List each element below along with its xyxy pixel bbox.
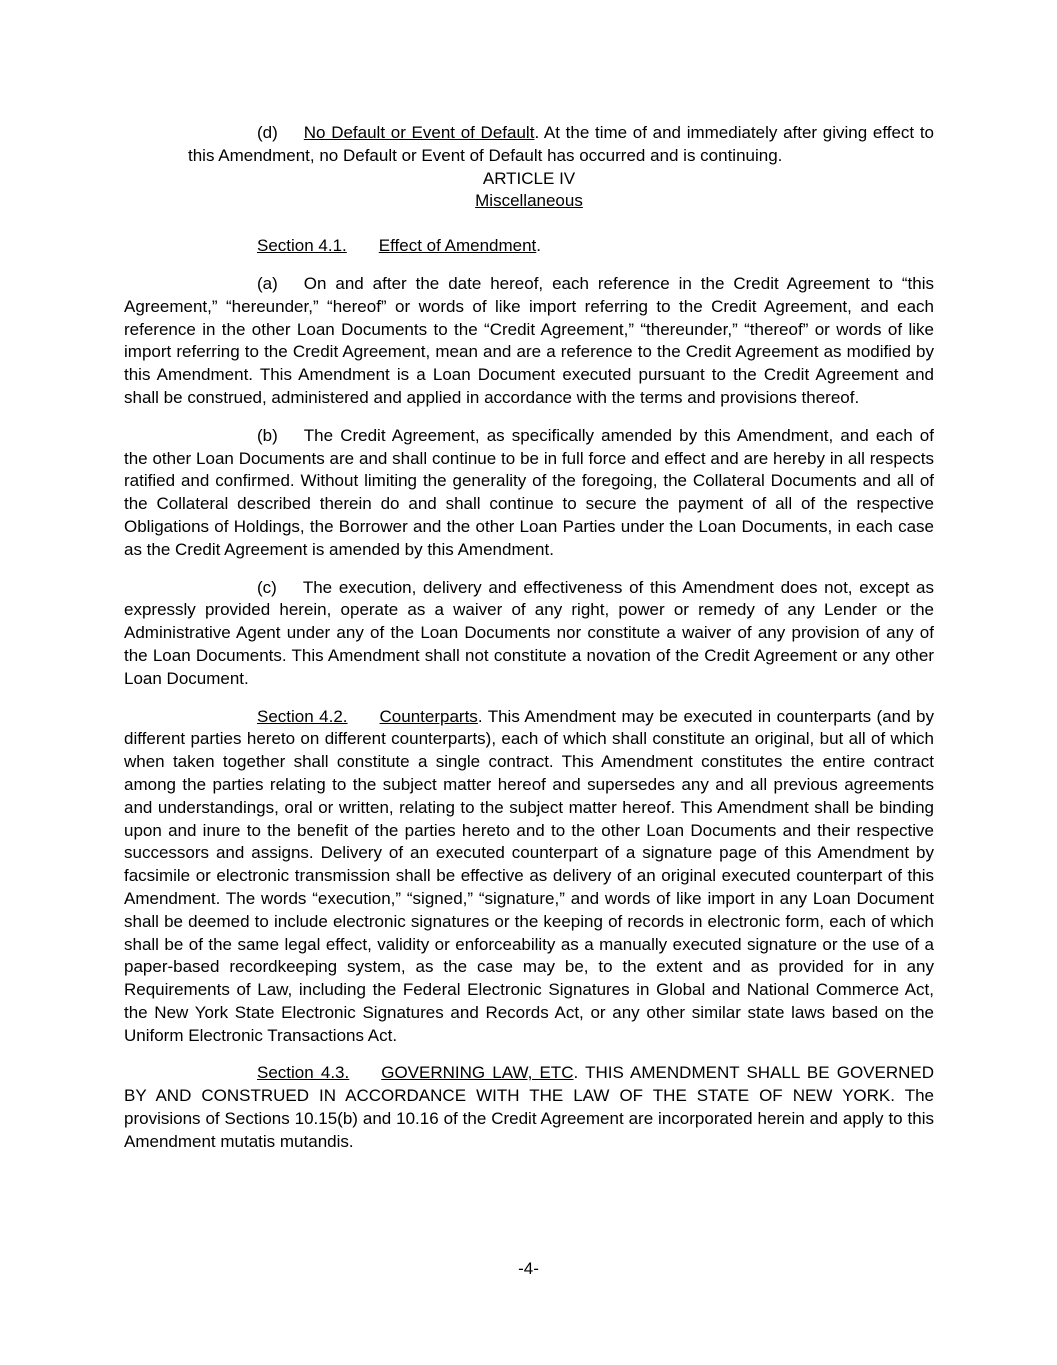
section-4-3-paragraph — [124, 1062, 934, 1153]
tab-spacer — [347, 250, 379, 251]
paragraph-b-marker: (b) — [257, 425, 278, 445]
tab-spacer — [278, 137, 304, 138]
section-4-3-title-period: . — [573, 1063, 579, 1083]
article-subheading-text: Miscellaneous — [475, 191, 583, 211]
paragraph-a-marker: (a) — [257, 273, 278, 293]
section-4-2-title-period: . — [477, 706, 483, 726]
section-4-3-title: GOVERNING LAW, ETC — [381, 1063, 574, 1083]
section-4-1-title: Effect of Amendment — [378, 236, 537, 256]
tab-spacer — [349, 1077, 381, 1078]
article-subheading — [124, 190, 934, 213]
tab-spacer — [278, 440, 304, 441]
paragraph-d — [188, 122, 934, 168]
section-4-1-number: Section 4.1. — [257, 236, 347, 256]
tab-spacer — [278, 288, 304, 289]
section-4-1-title-period: . — [536, 236, 542, 256]
paragraph-d-heading-period: . — [534, 123, 540, 142]
section-4-3-body: THIS AMENDMENT SHALL BE GOVERNED BY AND CONSTRUED IN ACCORDANCE WITH THE LAW OF THE STATE OF NEW YORK. The provisions of Sections 10.15(b) and 10.16 of the Credit Agreement are incorporated herein and apply to this Amendment mutatis mutandis. — [124, 1063, 935, 1151]
paragraph-c-body: The execution, delivery and effectiveness of this Amendment does not, except as expressly provided herein, operate as a waiver of any right, power or remedy of any Lender or the Administrative Agent under any of the Loan Documents nor constitute a waiver of any provision of any of the Loan Documents. This Amendment shall not constitute a novation of the Credit Agreement or any other Loan Document. — [124, 577, 934, 688]
section-4-2-title: Counterparts — [379, 706, 478, 726]
paragraph-c-marker: (c) — [257, 577, 277, 597]
tab-spacer — [348, 721, 380, 722]
paragraph-d-heading: No Default or Event of Default — [303, 123, 535, 142]
paragraph-a-body: On and after the date hereof, each reference in the Credit Agreement to “this Agreement,” “hereunder,” “hereof” or words of like import referring to the Credit Agreement, and each reference in the other Loan Documents to the “Credit Agreement,” “thereunder,” “thereof” or words of like import referring to the Credit Agreement, mean and are a reference to the Credit Agreement as modified by this Amendment. This Amendment is a Loan Document executed pursuant to the Credit Agreement and shall be construed, administered and applied in accordance with the terms and provisions thereof. — [124, 273, 934, 407]
paragraph-d-body: At the time of and immediately after giving effect to this Amendment, no Default or Event of Default has occurred and is continuing. — [188, 123, 935, 165]
page-number: -4- — [518, 1259, 539, 1278]
tab-spacer — [277, 592, 303, 593]
section-4-2-number: Section 4.2. — [257, 706, 348, 726]
paragraph-d-marker: (d) — [257, 123, 278, 142]
paragraph-c — [124, 577, 934, 691]
section-4-2-body: This Amendment may be executed in counterparts (and by different parties hereto on different counterparts), each of which shall constitute an original, but all of which when taken together shall constitute a single contract. This Amendment constitutes the entire contract among the parties relating to the subject matter hereof and supersedes any and all previous agreements and understandings, oral or written, relating to the subject matter hereof. This Amendment shall be binding upon and inure to the benefit of the parties hereto and to the other Loan Documents and their respective successors and assigns. Delivery of an executed counterpart of a signature page of this Amendment by facsimile or electronic transmission shall be effective as delivery of an original executed counterpart of this Amendment. The words “execution,” “signed,” “signature,” and words of like import in any Loan Document shall be deemed to include electronic signatures or the keeping of records in electronic form, each of which shall be of the same legal effect, validity or enforceability as a manually executed signature or the use of a paper-based recordkeeping system, as the case may be, to the extent and as provided for in any Requirements of Law, including the Federal Electronic Signatures in Global and National Commerce Act, the New York State Electronic Signatures and Records Act, or any other similar state laws based on the Uniform Electronic Transactions Act. — [124, 706, 935, 1045]
article-heading: ARTICLE IV — [482, 168, 576, 188]
section-4-2-paragraph — [124, 706, 934, 1048]
document-content — [124, 122, 934, 1154]
paragraph-a — [124, 273, 934, 410]
section-4-1-heading — [124, 235, 934, 258]
paragraph-b — [124, 425, 934, 562]
section-4-3-number: Section 4.3. — [257, 1063, 350, 1083]
paragraph-b-body: The Credit Agreement, as specifically amended by this Amendment, and each of the other Loan Documents are and shall continue to be in full force and effect and are hereby in all respects ratified and confirmed. Without limiting the generality of the foregoing, the Collateral Documents and all of the Collateral described therein do and shall continue to secure the payment of all of the respective Obligations of Holdings, the Borrower and the other Loan Parties under the Loan Documents, in each case as the Credit Agreement is amended by this Amendment. — [124, 425, 934, 559]
